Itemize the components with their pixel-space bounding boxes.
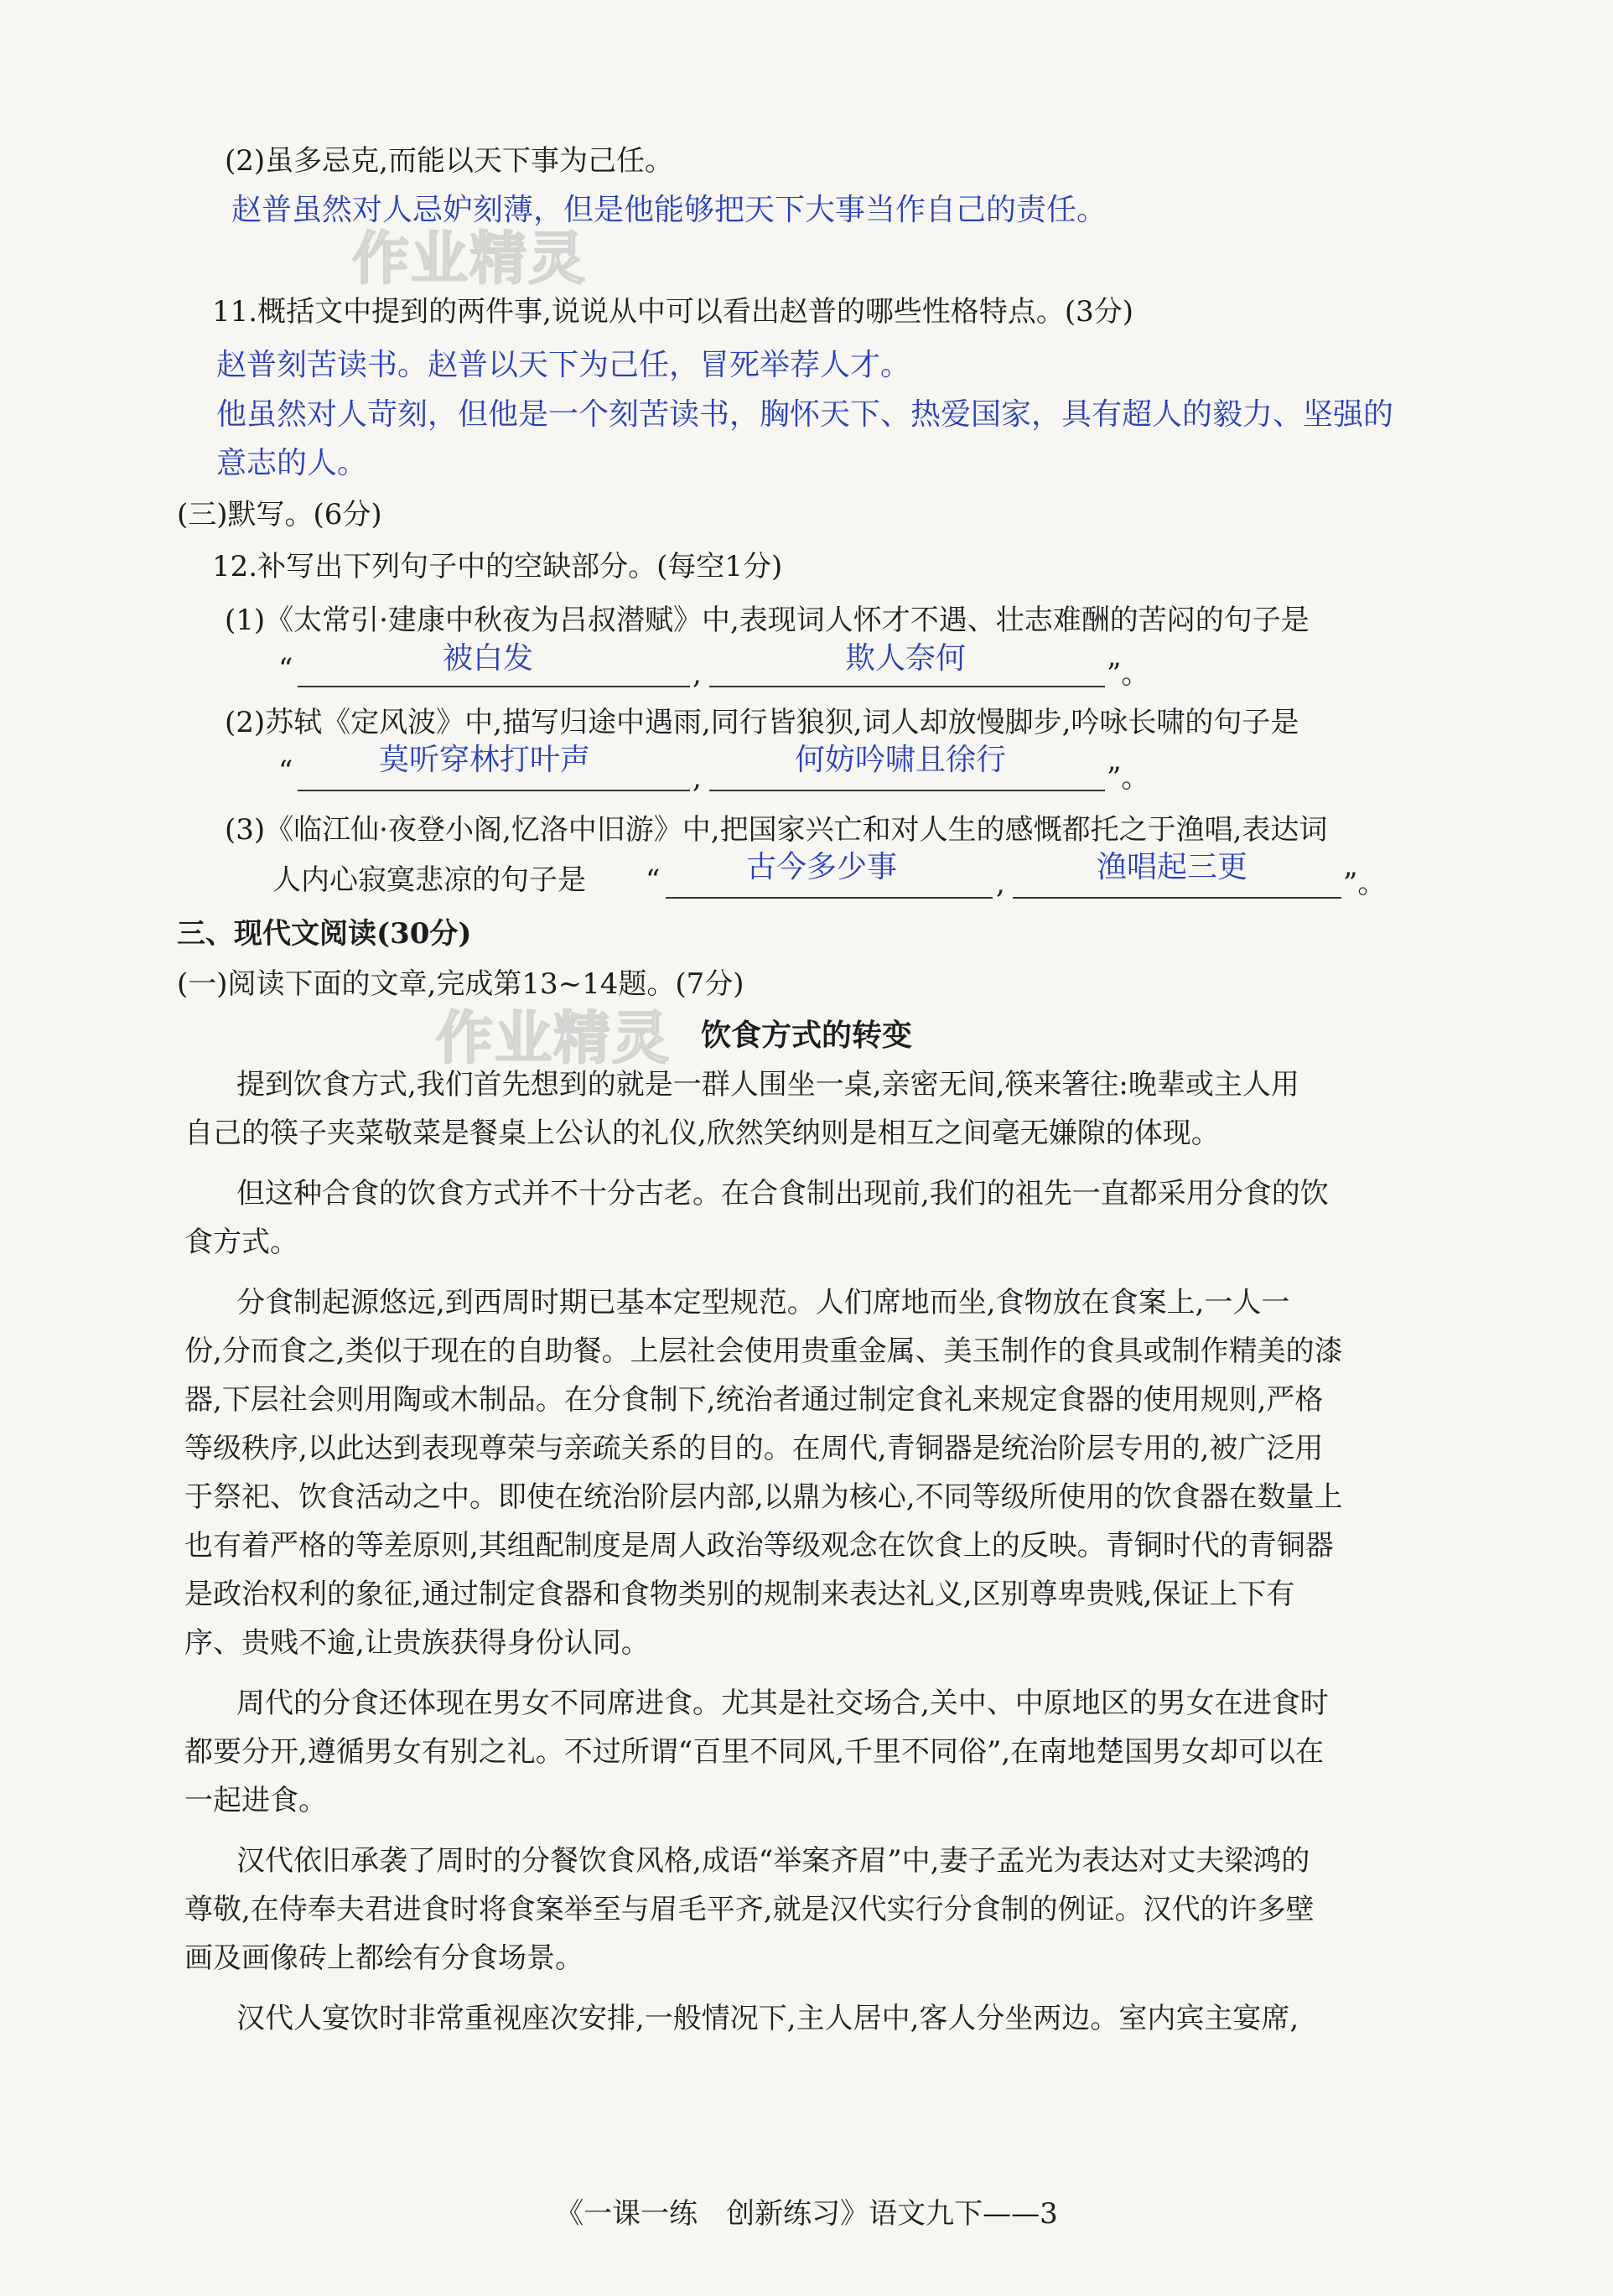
comma: , bbox=[692, 657, 702, 691]
article-line: 于祭祀、饮食活动之中。即使在统治阶层内部,以鼎为核心,不同等级所使用的饮食器在数量上 bbox=[184, 1480, 1343, 1514]
article-line: 周代的分食还体现在男女不同席进食。尤其是社交场合,关中、中原地区的男女在进食时 bbox=[236, 1687, 1329, 1720]
blank-line bbox=[709, 790, 1105, 791]
question-12-3-line1: (3)《临江仙·夜登小阁,忆洛中旧游》中,把国家兴亡和对人生的感慨都托之于渔唱,表达词 bbox=[225, 813, 1328, 847]
article-line: 份,分而食之,类似于现在的自助餐。上层社会使用贵重金属、美玉制作的食具或制作精美的漆 bbox=[184, 1335, 1343, 1368]
question-12-1: (1)《太常引·建康中秋夜为吕叔潜赋》中,表现词人怀才不遇、壮志难酬的苦闷的句子是 bbox=[225, 604, 1310, 637]
blank-line bbox=[666, 897, 993, 899]
article-title: 饮食方式的转变 bbox=[700, 1018, 912, 1053]
page-footer: 《一课一练 创新练习》语文九下——3 bbox=[555, 2197, 1058, 2231]
close-quote: ”。 bbox=[1343, 867, 1387, 900]
article-line: 提到饮食方式,我们首先想到的就是一群人围坐一桌,亲密无间,筷来箸往:晚辈或主人用 bbox=[236, 1068, 1299, 1101]
answer-12-2-a: 莫听穿林打叶声 bbox=[379, 743, 591, 777]
article-line: 食方式。 bbox=[184, 1226, 298, 1259]
answer-11-line3: 意志的人。 bbox=[216, 446, 368, 480]
question-10-2: (2)虽多忌克,而能以天下事为己任。 bbox=[225, 144, 673, 178]
article-line: 等级秩序,以此达到表现尊荣与亲疏关系的目的。在周代,青铜器是统治阶层专用的,被广泛用 bbox=[184, 1432, 1324, 1465]
article-line: 画及画像砖上都绘有分食场景。 bbox=[184, 1941, 583, 1975]
close-quote: ”。 bbox=[1107, 657, 1150, 691]
article-line: 是政治权利的象征,通过制定食器和食物类别的规制来表达礼义,区别尊卑贵贱,保证上下有 bbox=[184, 1578, 1295, 1611]
part-3-subheading: (一)阅读下面的文章,完成第13~14题。(7分) bbox=[177, 967, 744, 1001]
part-3-heading: 三、现代文阅读(30分) bbox=[177, 917, 472, 951]
watermark-logo: 作业精灵 bbox=[352, 226, 588, 293]
blank-line bbox=[709, 686, 1105, 687]
question-12-2: (2)苏轼《定风波》中,描写归途中遇雨,同行皆狼狈,词人却放慢脚步,吟咏长啸的句子是 bbox=[225, 706, 1299, 739]
open-quote: “ bbox=[646, 863, 661, 897]
blank-line bbox=[298, 790, 690, 791]
comma: , bbox=[996, 867, 1005, 900]
blank-line bbox=[298, 686, 690, 687]
blank-line bbox=[1013, 897, 1341, 899]
answer-12-2-b: 何妨吟啸且徐行 bbox=[795, 743, 1007, 777]
article-line: 器,下层社会则用陶或木制品。在分食制下,统治者通过制定食礼来规定食器的使用规则,严格 bbox=[184, 1383, 1324, 1417]
article-line: 汉代人宴饮时非常重视座次安排,一般情况下,主人居中,客人分坐两边。室内宾主宴席, bbox=[236, 2002, 1299, 2035]
answer-12-3-a: 古今多少事 bbox=[746, 850, 898, 884]
article-line: 都要分开,遵循男女有别之礼。不过所谓“百里不同风,千里不同俗”,在南地楚国男女却可以在 bbox=[184, 1735, 1325, 1769]
open-quote: “ bbox=[278, 754, 293, 788]
article-line: 尊敬,在侍奉夫君进食时将食案举至与眉毛平齐,就是汉代实行分食制的例证。汉代的许多壁 bbox=[184, 1893, 1315, 1926]
answer-11-line2: 他虽然对人苛刻，但他是一个刻苦读书，胸怀天下、热爱国家，具有超人的毅力、坚强的 bbox=[216, 397, 1394, 432]
answer-12-1-b: 欺人奈何 bbox=[845, 641, 967, 676]
watermark-logo: 作业精灵 bbox=[436, 1006, 672, 1072]
article-line: 序、贵贱不逾,让贵族获得身份认同。 bbox=[184, 1626, 650, 1660]
article-line: 汉代依旧承袭了周时的分餐饮食风格,成语“举案齐眉”中,妻子孟光为表达对丈夫梁鸿的 bbox=[236, 1844, 1310, 1878]
article-line: 一起进食。 bbox=[184, 1784, 327, 1817]
article-line: 也有着严格的等差原则,其组配制度是周人政治等级观念在饮食上的反映。青铜时代的青铜器 bbox=[184, 1529, 1334, 1563]
question-12: 12.补写出下列句子中的空缺部分。(每空1分) bbox=[212, 550, 783, 583]
comma: , bbox=[692, 761, 702, 795]
close-quote: ”。 bbox=[1107, 761, 1150, 795]
answer-12-3-b: 渔唱起三更 bbox=[1097, 850, 1248, 884]
article-line: 分食制起源悠远,到西周时期已基本定型规范。人们席地而坐,食物放在食案上,一人一 bbox=[236, 1286, 1290, 1319]
answer-12-1-a: 被白发 bbox=[443, 641, 534, 676]
article-line: 但这种合食的饮食方式并不十分古老。在合食制出现前,我们的祖先一直都采用分食的饮 bbox=[236, 1177, 1329, 1210]
open-quote: “ bbox=[278, 652, 293, 686]
answer-10-2: 赵普虽然对人忌妒刻薄，但是他能够把天下大事当作自己的责任。 bbox=[231, 193, 1107, 227]
question-11: 11.概括文中提到的两件事,说说从中可以看出赵普的哪些性格特点。(3分) bbox=[212, 295, 1134, 329]
question-12-3-line2: 人内心寂寞悲凉的句子是 bbox=[272, 863, 586, 897]
section-dictation-heading: (三)默写。(6分) bbox=[177, 498, 382, 531]
article-line: 自己的筷子夹菜敬菜是餐桌上公认的礼仪,欣然笑纳则是相互之间毫无嫌隙的体现。 bbox=[184, 1117, 1220, 1150]
answer-11-line1: 赵普刻苦读书。赵普以天下为己任，冒死举荐人才。 bbox=[216, 348, 911, 382]
